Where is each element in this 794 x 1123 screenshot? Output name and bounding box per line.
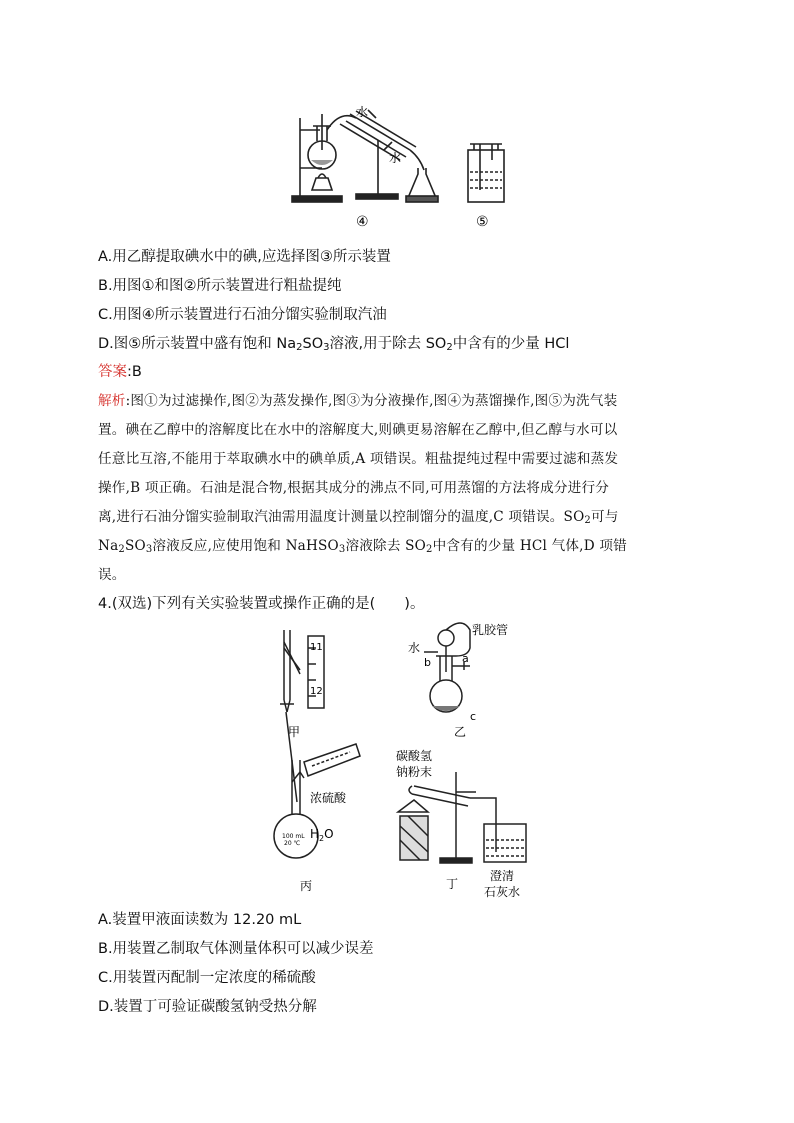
label-yi: 乙 bbox=[454, 725, 467, 739]
analysis-line-5: 离,进行石油分馏实验制取汽油需用温度计测量以控制馏分的温度,C 项错误。$SO_2$可与 bbox=[98, 509, 619, 526]
option-a: A.用乙醇提取碘水中的碘,应选择图③所示装置 bbox=[98, 249, 391, 265]
option-d: D.图⑤所示装置中盛有饱和 $Na_2SO_3$溶液,用于除去 $SO_2$中含有的少量 HCl bbox=[98, 336, 570, 353]
label-jia: 甲 bbox=[288, 725, 301, 739]
label-limewater-2: 石灰水 bbox=[484, 885, 521, 899]
label-nahco3-1: 碳酸氢 bbox=[396, 749, 433, 763]
label-conc-acid: 浓硫酸 bbox=[310, 791, 347, 805]
answer-line bbox=[98, 360, 142, 381]
analysis-line-4: 操作,B 项正确。石油是混合物,根据其成分的沸点不同,可用蒸馏的方法将成分进行分 bbox=[98, 480, 610, 496]
label-h2o: $H_2O$ bbox=[310, 827, 334, 843]
label-bing: 丙 bbox=[300, 879, 313, 893]
answer-label: 答案 bbox=[98, 364, 127, 380]
label-water-yi: 水 bbox=[408, 641, 421, 655]
figure-apparatus-q4 bbox=[0, 612, 794, 912]
q4-option-d: D.装置丁可验证碳酸氢钠受热分解 bbox=[98, 999, 317, 1015]
label-c: c bbox=[470, 710, 477, 723]
label-water-top: 水 bbox=[356, 105, 369, 119]
label-ding: 丁 bbox=[446, 877, 459, 891]
q4-option-b: B.用装置乙制取气体测量体积可以减少误差 bbox=[98, 941, 374, 957]
label-figure-4: ④ bbox=[356, 214, 369, 230]
label-tick-12: 12 bbox=[310, 686, 323, 697]
label-latex-tube: 乳胶管 bbox=[472, 623, 509, 637]
q4-option-a: A.装置甲液面读数为 12.20 mL bbox=[98, 912, 302, 928]
label-water-mid: 水 bbox=[389, 151, 402, 165]
label-a: a bbox=[462, 652, 469, 665]
question-4-stem: 4.(双选)下列有关实验装置或操作正确的是( )。 bbox=[98, 596, 425, 612]
label-b: b bbox=[424, 656, 431, 669]
answer-value: :B bbox=[127, 364, 142, 380]
label-flask-ml: 100 mL bbox=[282, 833, 305, 840]
label-limewater-1: 澄清 bbox=[490, 869, 515, 883]
analysis-line-3: 任意比互溶,不能用于萃取碘水中的碘单质,A 项错误。粗盐提纯过程中需要过滤和蒸发 bbox=[98, 451, 619, 467]
analysis-line-7: 误。 bbox=[98, 567, 126, 583]
q4-option-c: C.用装置丙配制一定浓度的稀硫酸 bbox=[98, 970, 316, 986]
figure-apparatus-4-5 bbox=[0, 0, 794, 240]
analysis-line-2: 置。碘在乙醇中的溶解度比在水中的溶解度大,则碘更易溶解在乙醇中,但乙醇与水可以 bbox=[98, 422, 618, 438]
option-b: B.用图①和图②所示装置进行粗盐提纯 bbox=[98, 278, 342, 294]
analysis-line-6: $Na_2SO_3$溶液反应,应使用饱和 NaHSO$_3$溶液除去 $SO_2$中含有的少量 HCl 气体,D 项错 bbox=[98, 538, 627, 555]
label-nahco3-2: 钠粉末 bbox=[396, 765, 433, 779]
analysis-line-1: 解析:图①为过滤操作,图②为蒸发操作,图③为分液操作,图④为蒸馏操作,图⑤为洗气装 bbox=[98, 393, 618, 409]
option-c: C.用图④所示装置进行石油分馏实验制取汽油 bbox=[98, 307, 387, 323]
label-flask-temp: 20 ℃ bbox=[284, 840, 301, 847]
label-figure-5: ⑤ bbox=[476, 214, 489, 230]
analysis-label: 解析 bbox=[98, 393, 126, 409]
label-tick-11: 11 bbox=[310, 642, 323, 653]
